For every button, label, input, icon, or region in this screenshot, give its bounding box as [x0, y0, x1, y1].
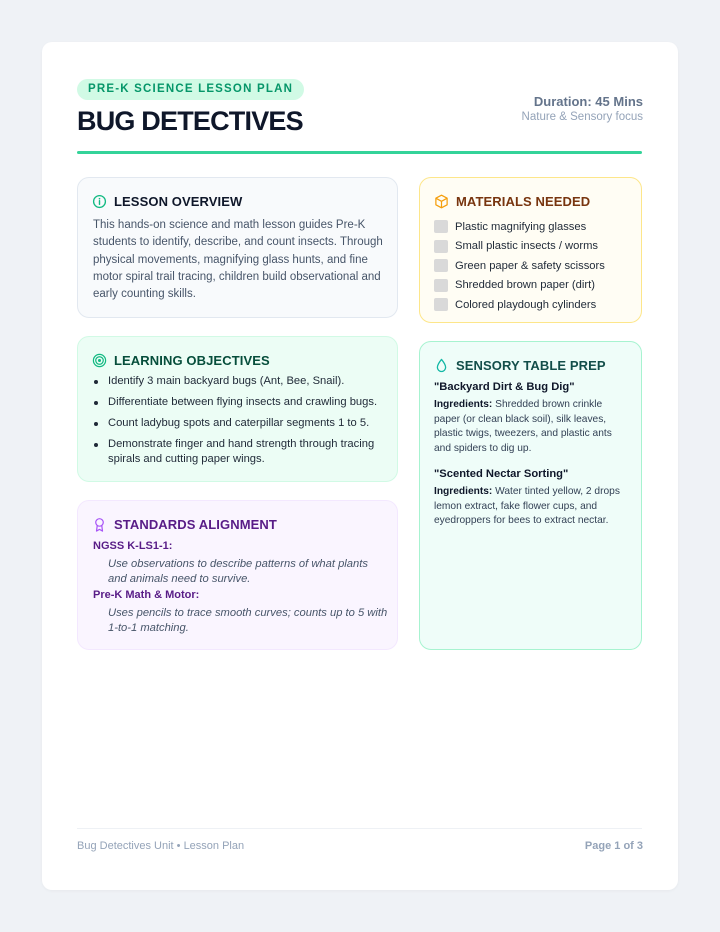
ingredients-text: Shredded brown crinkle paper (or clean black soil), silk leaves, plastic twigs, tweezers, and plastic ants and spiders to dig up.	[434, 399, 612, 454]
materials-needed-card	[419, 177, 642, 323]
ingredients-text: Water tinted yellow, 2 drops lemon extract, fake flower cups, and eyedroppers for bees to extract nectar.	[434, 486, 620, 527]
duration-label: Duration: 45 Mins	[533, 94, 643, 109]
checklist-item-label: Small plastic insects / worms	[455, 240, 598, 253]
standard-label: Pre-K Math & Motor:	[93, 589, 200, 601]
checkbox[interactable]	[434, 259, 448, 272]
materials-needed-header	[434, 194, 590, 209]
objectives-list	[93, 374, 389, 473]
lesson-overview-text: This hands-on science and math lesson guides Pre-K students to identify, describe, and count insects. Through physical movements, magnifying glass hunts, and fine motor spiral trail tracing, children build observational and early counting skills.	[93, 219, 383, 301]
header-divider	[77, 151, 642, 154]
list-item: Identify 3 main backyard bugs (Ant, Bee, Snail).	[93, 374, 389, 389]
page-title: BUG DETECTIVES	[77, 106, 303, 136]
ingredients-label: Ingredients:	[434, 399, 493, 410]
sensory-activity	[434, 381, 630, 456]
checklist-item	[434, 295, 605, 315]
checklist-item-label: Plastic magnifying glasses	[455, 220, 587, 233]
checklist-item	[434, 276, 605, 296]
learning-objectives-header	[92, 353, 270, 368]
checkbox[interactable]	[434, 220, 448, 233]
focus-label: Nature & Sensory focus	[521, 111, 643, 123]
lesson-type-badge: PRE-K SCIENCE LESSON PLAN	[77, 79, 304, 100]
checklist-item	[434, 217, 605, 237]
list-item: Demonstrate finger and hand strength through tracing spirals and cutting paper wings.	[93, 437, 389, 466]
checklist-item-label: Colored playdough cylinders	[455, 298, 597, 311]
lesson-overview-card	[77, 177, 398, 318]
sensory-activity-name: "Backyard Dirt & Bug Dig"	[434, 381, 575, 393]
box-icon	[434, 194, 449, 209]
sensory-table-card	[419, 341, 642, 650]
footer-unit-label: Bug Detectives Unit • Lesson Plan	[77, 840, 245, 852]
award-icon	[92, 517, 107, 532]
standard-description: Uses pencils to trace smooth curves; counts up to 5 with 1-to-1 matching.	[108, 607, 388, 634]
checkbox[interactable]	[434, 240, 448, 253]
sensory-activity-ingredients	[434, 398, 630, 456]
standard-description: Use observations to describe patterns of what plants and animals need to survive.	[108, 558, 368, 585]
checklist-item-label: Shredded brown paper (dirt)	[455, 279, 595, 292]
info-icon	[92, 194, 107, 209]
footer-divider	[77, 828, 642, 829]
sensory-activity-name: "Scented Nectar Sorting"	[434, 468, 569, 480]
droplet-icon	[434, 358, 449, 373]
sensory-activity	[434, 468, 630, 529]
standard-item	[93, 589, 389, 635]
sensory-table-title: SENSORY TABLE PREP	[456, 358, 606, 373]
standard-item	[93, 540, 389, 586]
ingredients-label: Ingredients:	[434, 486, 493, 497]
target-icon	[92, 353, 107, 368]
list-item: Differentiate between flying insects and crawling bugs.	[93, 395, 389, 410]
standards-alignment-title: STANDARDS ALIGNMENT	[114, 517, 277, 532]
list-item: Count ladybug spots and caterpillar segments 1 to 5.	[93, 416, 389, 431]
checklist-item	[434, 256, 605, 276]
sensory-table-header	[434, 358, 606, 373]
lesson-overview-header	[92, 194, 242, 209]
standards-alignment-header	[92, 517, 277, 532]
checklist-item-label: Green paper & safety scissors	[455, 259, 605, 272]
materials-checklist	[434, 217, 605, 315]
standard-label: NGSS K-LS1-1:	[93, 540, 173, 552]
materials-needed-title: MATERIALS NEEDED	[456, 194, 591, 209]
sensory-activity-ingredients	[434, 485, 630, 529]
lesson-overview-title: LESSON OVERVIEW	[114, 194, 243, 209]
standards-alignment-card	[77, 500, 398, 650]
lesson-plan-page	[42, 42, 678, 890]
checklist-item	[434, 237, 605, 257]
page-number: Page 1 of 3	[584, 840, 643, 852]
checkbox[interactable]	[434, 298, 448, 311]
learning-objectives-card	[77, 336, 398, 482]
checkbox[interactable]	[434, 279, 448, 292]
learning-objectives-title: LEARNING OBJECTIVES	[114, 353, 270, 368]
